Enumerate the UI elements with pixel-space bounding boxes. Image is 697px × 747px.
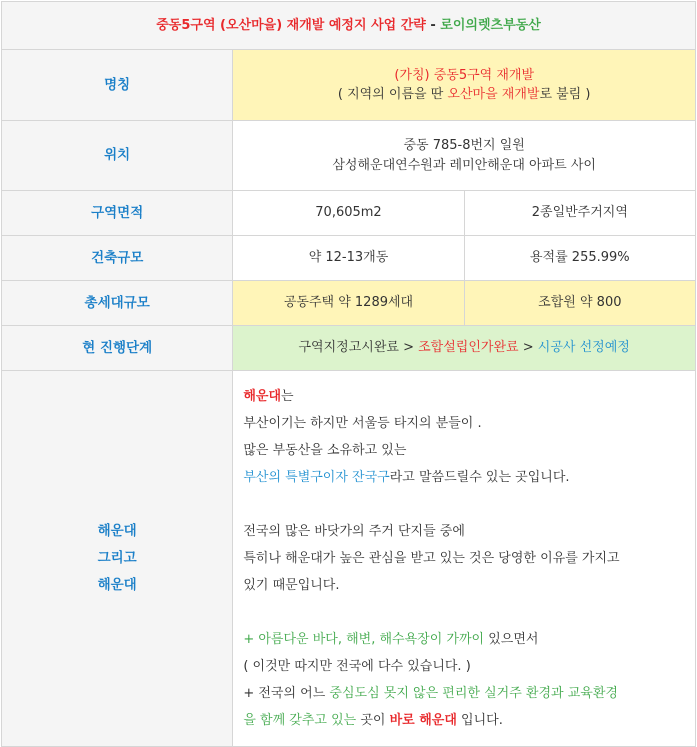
row-progress xyxy=(2,326,696,371)
desc-line1-rest: 는 xyxy=(281,389,294,404)
desc-line5: 전국의 많은 바닷가의 주거 단지들 중에 xyxy=(243,524,465,539)
label-location: 위치 xyxy=(2,121,233,191)
desc-line10 xyxy=(243,680,685,707)
progress-step2: 조합설립인가완료 xyxy=(418,340,519,356)
progress-step3: 시공사 선정예정 xyxy=(537,340,630,356)
title-brand: 로이의렛츠부동산 xyxy=(440,17,541,33)
row-haeundae xyxy=(2,371,696,747)
info-table-wrapper xyxy=(1,1,696,747)
title-row xyxy=(2,2,696,50)
desc-line8 xyxy=(243,626,685,653)
desc-line11-emphasis: 바로 해운대 xyxy=(389,713,457,728)
value-floor-area-ratio: 용적률 255.99% xyxy=(464,236,695,281)
desc-line4 xyxy=(243,464,685,491)
table-title xyxy=(2,2,696,50)
value-location xyxy=(233,121,696,191)
row-households xyxy=(2,281,696,326)
row-scale xyxy=(2,236,696,281)
desc-haeundae-highlight: 해운대 xyxy=(243,389,282,404)
progress-arrow: > xyxy=(518,340,538,356)
label-name: 명칭 xyxy=(2,50,233,121)
label-progress: 현 진행단계 xyxy=(2,326,233,371)
title-main: 중동5구역 (오산마을) 재개발 예정지 사업 간략 xyxy=(156,17,426,33)
location-line1: 중동 785-8번지 일원 xyxy=(403,138,525,153)
value-name xyxy=(233,50,696,121)
desc-spacer xyxy=(243,599,685,626)
desc-line10-highlight: 중심도심 못지 않은 편리한 실거주 환경과 교육환경 xyxy=(329,686,618,701)
title-separator: - xyxy=(425,17,441,33)
progress-step1: 구역지정고시완료 > xyxy=(298,340,419,356)
label-haeundae xyxy=(2,371,233,747)
value-area: 70,605m2 xyxy=(233,191,464,236)
desc-line10-prefix: + 전국의 어느 xyxy=(243,686,330,701)
desc-line4-highlight: 부산의 특별구이자 잔국구 xyxy=(243,470,390,485)
value-progress xyxy=(233,326,696,371)
desc-line2: 부산이기는 하지만 서울등 타지의 분들이 . xyxy=(243,416,482,431)
value-zoning: 2종일반주거지역 xyxy=(464,191,695,236)
haeundae-description xyxy=(233,371,696,747)
info-table xyxy=(1,1,696,747)
desc-line4-rest: 라고 말씀드릴수 있는 곳입니다. xyxy=(389,470,570,485)
name-line2-prefix: ( 지역의 이름을 딴 xyxy=(337,87,448,102)
value-members: 조합원 약 800 xyxy=(464,281,695,326)
value-households: 공동주택 약 1289세대 xyxy=(233,281,464,326)
name-line2-highlight: 오산마을 재개발 xyxy=(447,87,540,102)
label-haeundae-line1: 해운대 xyxy=(97,523,137,539)
desc-line7: 있기 때문입니다. xyxy=(243,578,340,593)
desc-spacer xyxy=(243,491,685,518)
desc-line11 xyxy=(243,707,685,734)
label-scale: 건축규모 xyxy=(2,236,233,281)
desc-line9: ( 이것만 따지만 전국에 다수 있습니다. ) xyxy=(243,659,471,674)
desc-line8-highlight: + 아름다운 바다, 해변, 해수욕장이 가까이 xyxy=(243,632,485,647)
label-haeundae-line3: 해운대 xyxy=(97,577,137,593)
name-line1: (가칭) 중동5구역 재개발 xyxy=(394,67,535,83)
location-line2: 삼성해운대연수원과 레미안해운대 아파트 사이 xyxy=(332,157,596,173)
desc-line8-rest: 있으면서 xyxy=(484,632,539,647)
desc-line11-highlight: 을 함께 갖추고 있는 xyxy=(243,713,357,728)
label-area: 구역면적 xyxy=(2,191,233,236)
name-line2 xyxy=(233,85,695,105)
desc-line3: 많은 부동산을 소유하고 있는 xyxy=(243,443,407,458)
label-haeundae-line2: 그리고 xyxy=(97,550,137,566)
row-location xyxy=(2,121,696,191)
desc-line1 xyxy=(243,383,685,410)
desc-line11-mid: 곳이 xyxy=(356,713,390,728)
name-line2-suffix: 로 불림 ) xyxy=(539,87,591,102)
value-buildings: 약 12-13개동 xyxy=(233,236,464,281)
label-households: 총세대규모 xyxy=(2,281,233,326)
row-area xyxy=(2,191,696,236)
desc-line6: 특히나 해운대가 높은 관심을 받고 있는 것은 당영한 이유를 가지고 xyxy=(243,551,620,566)
row-name xyxy=(2,50,696,121)
desc-line11-suffix: 입니다. xyxy=(456,713,503,728)
